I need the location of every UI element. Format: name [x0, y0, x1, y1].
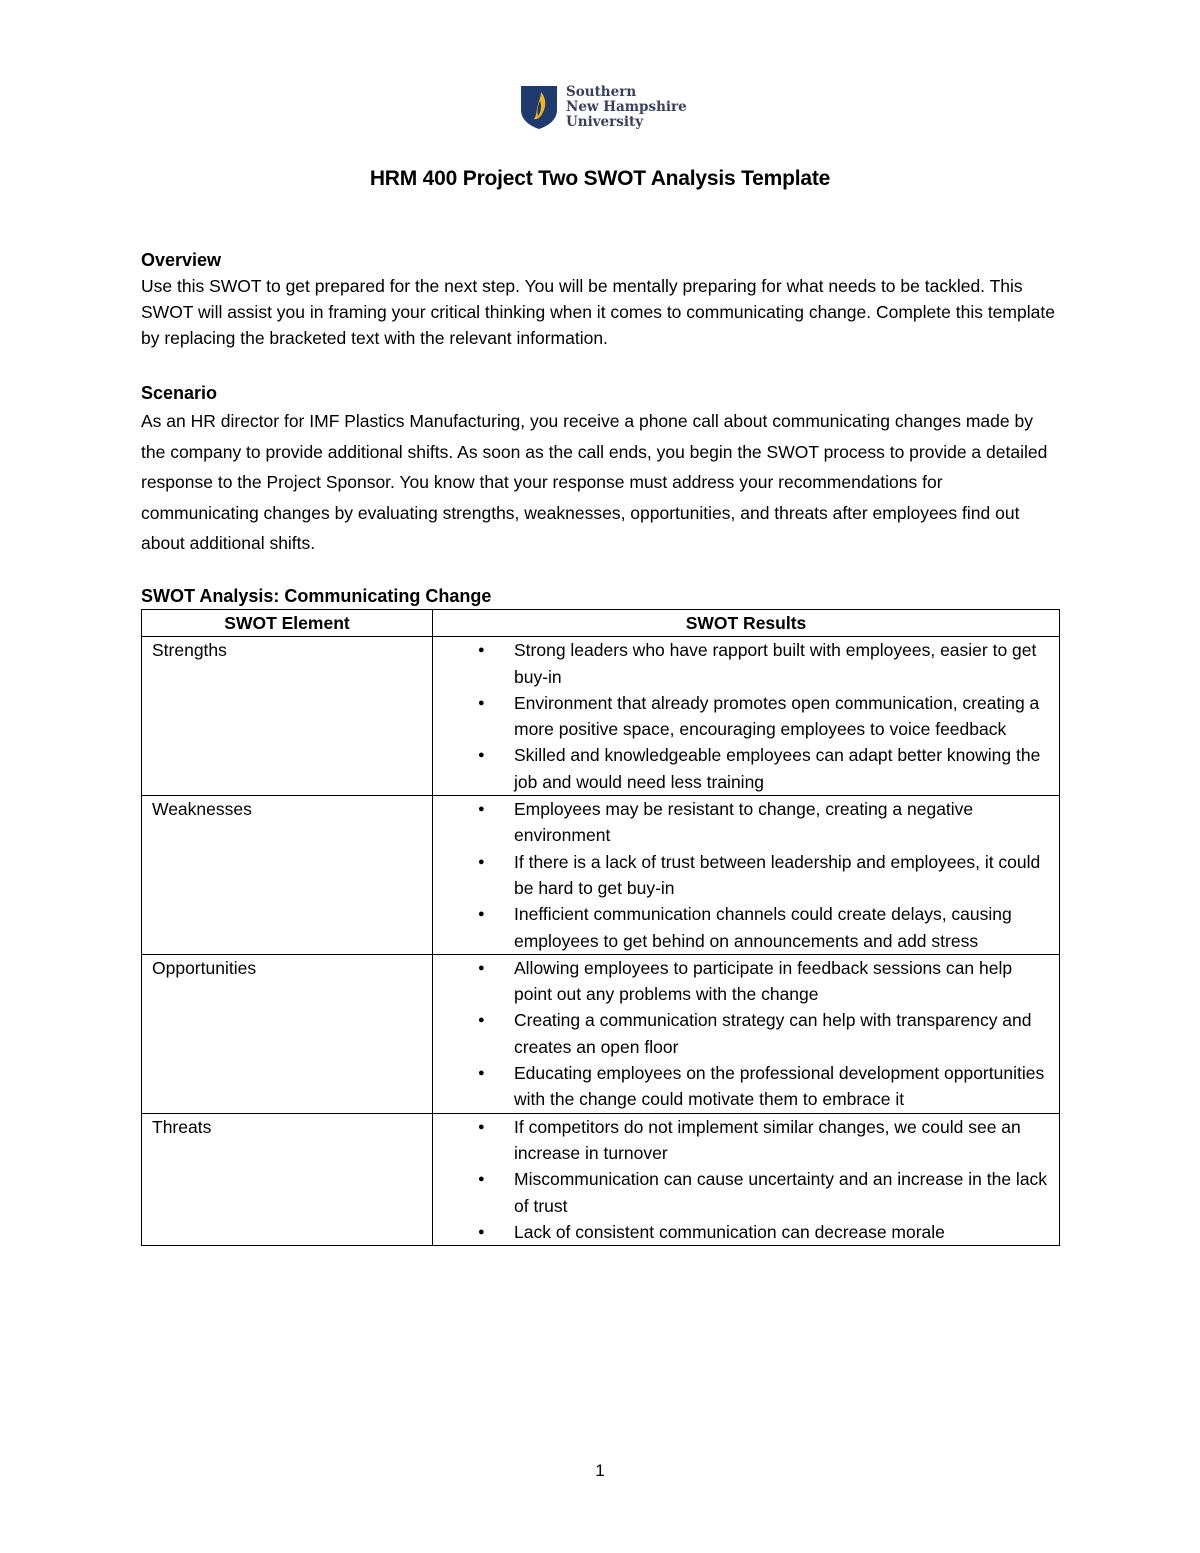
results-list: [433, 637, 1049, 795]
swot-element-cell: Weaknesses: [142, 796, 433, 955]
overview-section: [141, 247, 1061, 351]
logo-line-1: Southern: [566, 83, 637, 100]
results-list: [433, 955, 1049, 1113]
results-list: [433, 1114, 1049, 1245]
list-item: ● Miscommunication can cause uncertainty and an increase in the lack of trust: [514, 1166, 1049, 1219]
logo-line-3: University: [566, 113, 644, 130]
scenario-section: [141, 380, 1061, 559]
shield-flame-icon: [520, 84, 558, 130]
list-item: ● Lack of consistent communication can decrease morale: [514, 1219, 1049, 1245]
swot-element-cell: Threats: [142, 1113, 433, 1245]
swot-results-cell: [433, 637, 1060, 796]
swot-element-cell: Strengths: [142, 637, 433, 796]
column-header-element: SWOT Element: [142, 610, 433, 637]
list-item: ● Educating employees on the professional development opportunities with the change could motivate them to embrace it: [514, 1060, 1049, 1113]
list-item: ● If there is a lack of trust between leadership and employees, it could be hard to get buy-in: [514, 849, 1049, 902]
swot-table: [141, 609, 1060, 1246]
logo-wordmark: [566, 85, 687, 130]
swot-results-cell: [433, 954, 1060, 1113]
table-row: [142, 796, 1060, 955]
swot-results-cell: [433, 1113, 1060, 1245]
table-row: [142, 1113, 1060, 1245]
list-item: ● Creating a communication strategy can help with transparency and creates an open floor: [514, 1007, 1049, 1060]
table-header-row: [142, 610, 1060, 637]
overview-heading: Overview: [141, 250, 222, 270]
results-list: [433, 796, 1049, 954]
swot-heading: SWOT Analysis: Communicating Change: [141, 586, 492, 606]
list-item: ● Inefficient communication channels could create delays, causing employees to get behind on announcements and add stress: [514, 901, 1049, 954]
scenario-heading: Scenario: [141, 383, 218, 403]
document-title: HRM 400 Project Two SWOT Analysis Template: [369, 167, 831, 190]
list-item: ● Strong leaders who have rapport built with employees, easier to get buy-in: [514, 637, 1049, 690]
overview-text: Use this SWOT to get prepared for the next step. You will be mentally preparing for what needs to be tackled. This SWOT will assist you in framing your critical thinking when it comes to communicating change. Complete this template by replacing the bracketed text with the relevant information.: [141, 276, 1055, 348]
page-number: 1: [595, 1461, 605, 1480]
scenario-text: As an HR director for IMF Plastics Manufacturing, you receive a phone call about communicating changes made by the company to provide additional shifts. As soon as the call ends, you begin the SWOT process to provide a detailed response to the Project Sponsor. You know that your response must address your recommendations for communicating changes by evaluating strengths, weaknesses, opportunities, and threats after employees find out about additional shifts.: [141, 411, 1048, 553]
list-item: ● Allowing employees to participate in feedback sessions can help point out any problems with the change: [514, 955, 1049, 1008]
swot-element-cell: Opportunities: [142, 954, 433, 1113]
list-item: ● Skilled and knowledgeable employees can adapt better knowing the job and would need less training: [514, 742, 1049, 795]
list-item: ● Environment that already promotes open communication, creating a more positive space, encouraging employees to voice feedback: [514, 690, 1049, 743]
swot-results-cell: [433, 796, 1060, 955]
table-row: [142, 954, 1060, 1113]
list-item: ● Employees may be resistant to change, creating a negative environment: [514, 796, 1049, 849]
university-logo: [520, 84, 687, 130]
column-header-results: SWOT Results: [433, 610, 1060, 637]
logo-line-2: New Hampshire: [566, 98, 687, 115]
list-item: ● If competitors do not implement similar changes, we could see an increase in turnover: [514, 1114, 1049, 1167]
swot-section: [141, 583, 1061, 1246]
table-row: [142, 637, 1060, 796]
